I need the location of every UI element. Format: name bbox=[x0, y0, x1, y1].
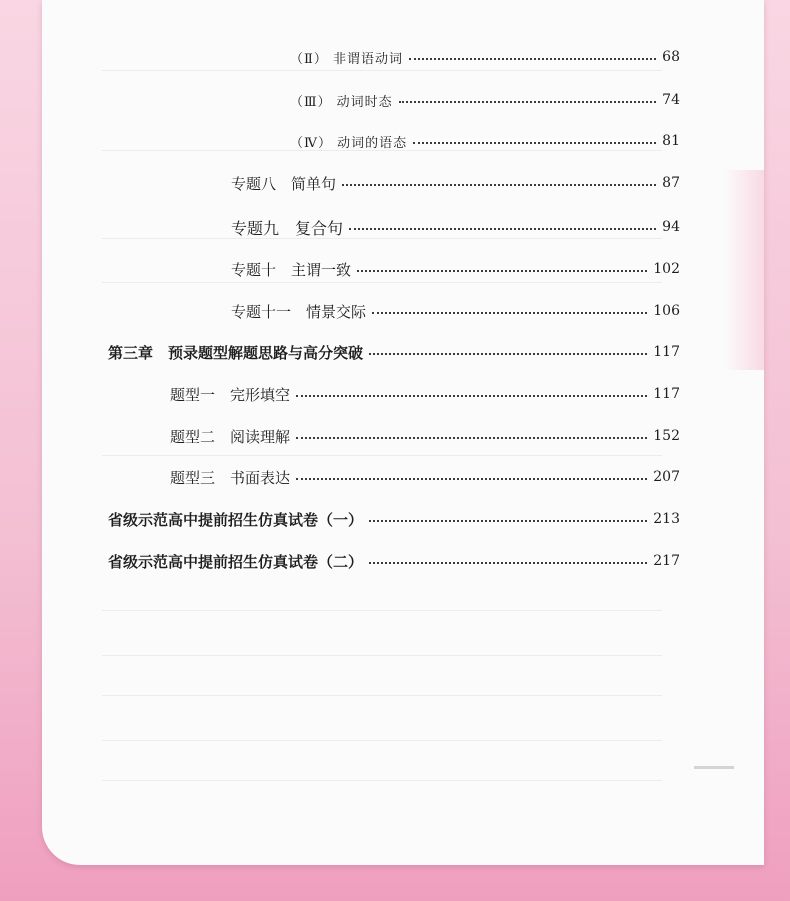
dot-leader bbox=[296, 478, 647, 480]
toc-page-number: 94 bbox=[662, 219, 680, 235]
toc-page-number: 217 bbox=[653, 553, 680, 569]
toc-page-number: 68 bbox=[662, 49, 680, 65]
toc-exam-entry[interactable] bbox=[108, 550, 680, 572]
toc-page-number: 117 bbox=[653, 386, 680, 402]
toc-entry-title: （Ⅱ） 非谓语动词 bbox=[290, 51, 403, 67]
dot-leader bbox=[372, 312, 647, 314]
toc-entry[interactable] bbox=[170, 383, 680, 405]
toc-page-number: 152 bbox=[653, 428, 680, 444]
dot-leader bbox=[409, 58, 656, 60]
toc-entry-title: 专题十一 情景交际 bbox=[231, 302, 367, 321]
toc-page-number: 117 bbox=[653, 344, 680, 360]
dot-leader bbox=[369, 562, 647, 564]
toc-entry-title: 题型一 完形填空 bbox=[170, 385, 291, 404]
toc-page-number: 102 bbox=[653, 261, 680, 277]
dot-leader bbox=[369, 353, 647, 355]
page-shadow-mark bbox=[694, 766, 734, 769]
toc-entry[interactable] bbox=[231, 300, 680, 322]
toc-page-number: 87 bbox=[662, 175, 680, 191]
toc-entry[interactable] bbox=[231, 172, 680, 194]
toc-entry-title: （Ⅳ） 动词的语态 bbox=[290, 135, 408, 151]
toc-entry[interactable] bbox=[231, 258, 680, 280]
toc-entry[interactable] bbox=[290, 130, 680, 152]
toc-page-number: 74 bbox=[662, 92, 680, 108]
toc-chapter-entry[interactable] bbox=[108, 341, 680, 363]
toc-entry[interactable] bbox=[170, 466, 680, 488]
toc-entry-title: 题型二 阅读理解 bbox=[170, 427, 291, 446]
toc-entry-title: 省级示范高中提前招生仿真试卷（一） bbox=[108, 510, 364, 529]
dot-leader bbox=[369, 520, 647, 522]
toc-entry-title: 专题十 主谓一致 bbox=[231, 260, 352, 279]
toc-entry[interactable] bbox=[290, 46, 680, 68]
toc-entry-title: 题型三 书面表达 bbox=[170, 468, 291, 487]
dot-leader bbox=[296, 437, 647, 439]
book-page bbox=[42, 0, 764, 865]
toc-entry[interactable] bbox=[170, 425, 680, 447]
toc-page-number: 81 bbox=[662, 133, 680, 149]
dot-leader bbox=[413, 142, 656, 144]
toc-entry[interactable] bbox=[231, 216, 680, 238]
toc-entry-title: 专题八 简单句 bbox=[231, 174, 337, 193]
toc-exam-entry[interactable] bbox=[108, 508, 680, 530]
dot-leader bbox=[357, 270, 647, 272]
toc-entry-title: 省级示范高中提前招生仿真试卷（二） bbox=[108, 552, 364, 571]
toc-page-number: 213 bbox=[653, 511, 680, 527]
page-edge-glow bbox=[724, 170, 764, 370]
toc-entry[interactable] bbox=[290, 89, 680, 111]
toc-entry-title: （Ⅲ） 动词时态 bbox=[290, 94, 393, 110]
toc-page-number: 207 bbox=[653, 469, 680, 485]
toc-entry-title: 专题九 复合句 bbox=[231, 218, 344, 238]
dot-leader bbox=[399, 101, 657, 103]
dot-leader bbox=[296, 395, 647, 397]
dot-leader bbox=[349, 228, 656, 230]
dot-leader bbox=[342, 184, 656, 186]
toc-entry-title: 第三章 预录题型解题思路与高分突破 bbox=[108, 343, 364, 362]
toc-page-number: 106 bbox=[653, 303, 680, 319]
